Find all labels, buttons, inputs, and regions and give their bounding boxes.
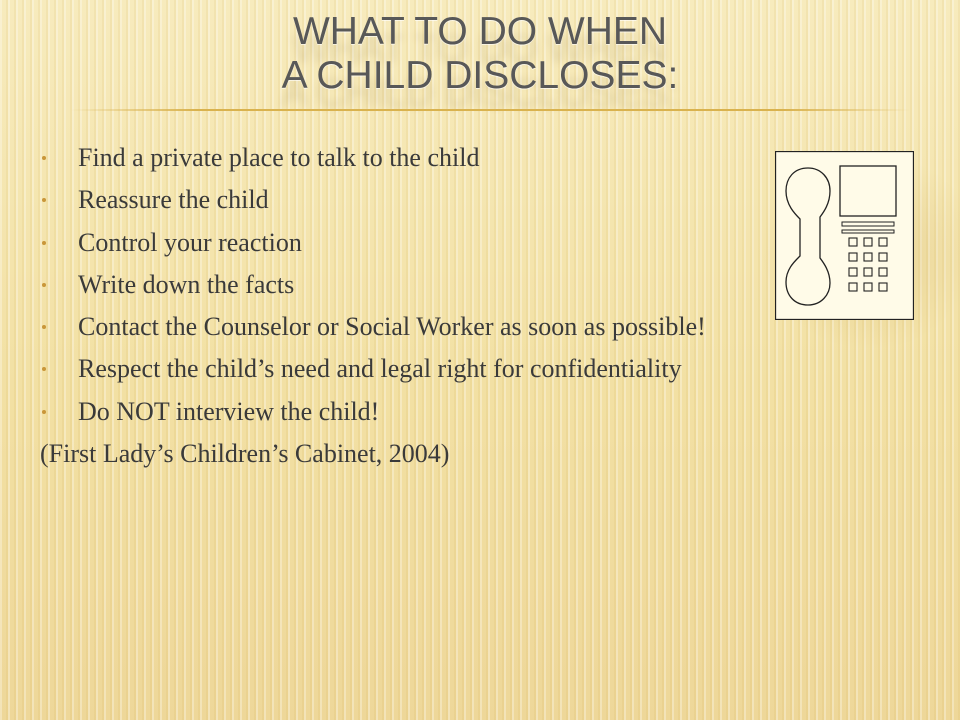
bullet-item [40,223,706,265]
bullet-item [40,138,706,180]
bullet-text: Write down the facts [78,269,295,299]
bullet-text: Respect the child’s need and legal right for confidentiality [78,354,682,384]
bullet-dot-icon [42,156,46,160]
bullet-item [40,307,706,349]
title-divider [70,109,910,111]
bullet-item [40,392,706,434]
bullet-item [40,265,706,307]
bullet-dot-icon [42,325,46,329]
title-line-1: WHAT TO DO WHEN [292,10,668,53]
bullet-item [40,349,706,391]
bullet-dot-icon [42,198,46,202]
bullet-list [40,138,706,434]
bullet-dot-icon [42,410,46,414]
bullet-dot-icon [42,283,46,287]
bullet-item [40,180,706,222]
bullet-text: Do NOT interview the child! [78,396,380,426]
telephone-icon [775,151,914,320]
bullet-text: Control your reaction [78,227,302,257]
citation: (First Lady’s Children’s Cabinet, 2004) [40,439,450,468]
bullet-dot-icon [42,367,46,371]
bullet-dot-icon [42,241,46,245]
bullet-text: Reassure the child [78,185,269,215]
title-line-2: A CHILD DISCLOSES: [281,54,679,97]
bullet-text: Contact the Counselor or Social Worker as soon as possible! [78,312,706,342]
slide-title [0,10,960,98]
bullet-text: Find a private place to talk to the child [78,143,480,172]
